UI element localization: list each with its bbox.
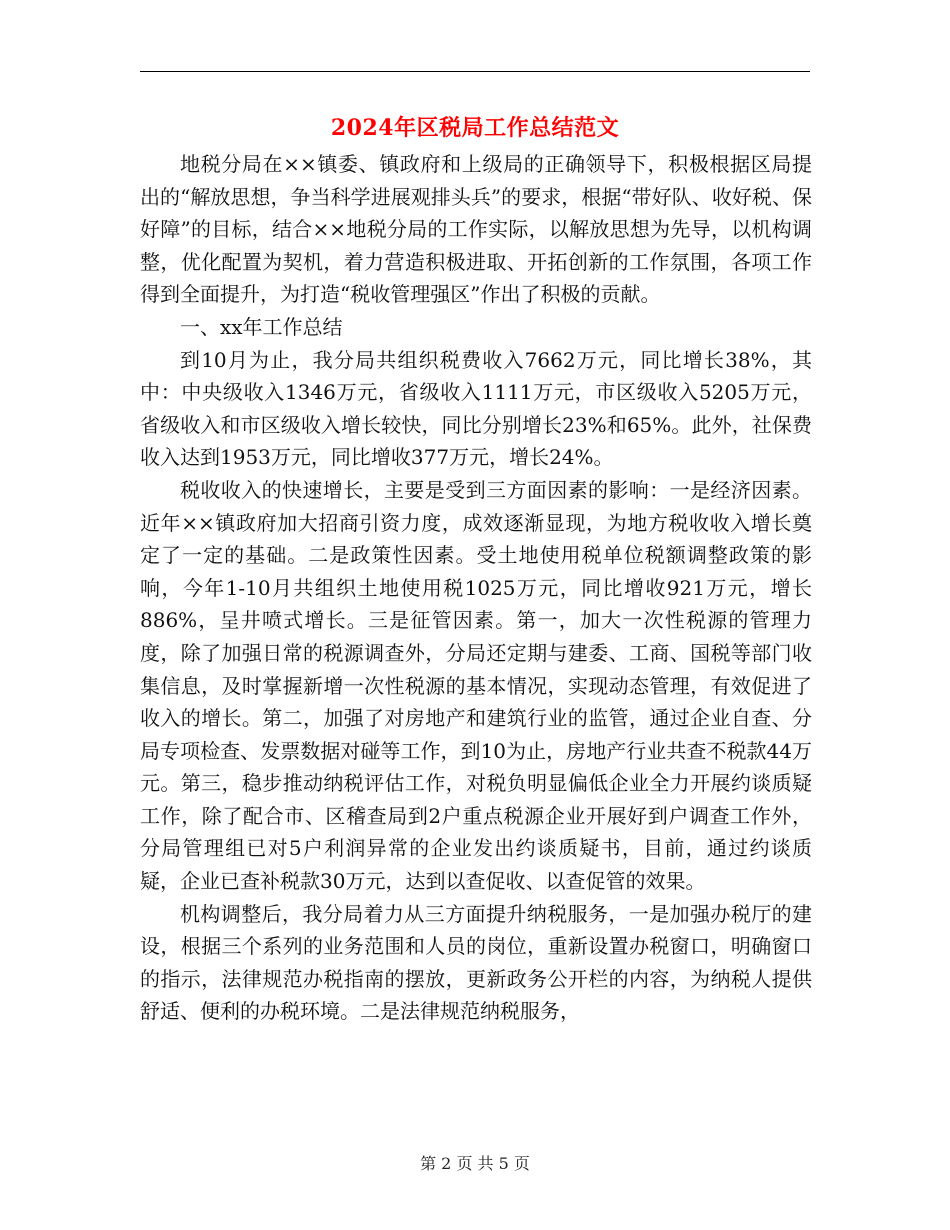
paragraph-service: 机构调整后，我分局着力从三方面提升纳税服务，一是加强办税厅的建设，根据三个系列的业务范围和人员的岗位，重新设置办税窗口，明确窗口的指示，法律规范办税指南的摆放，更新政务公开栏的内容，为纳税人提供舒适、便利的办税环境。二是法律规范纳税服务， xyxy=(140,901,812,1024)
header-rule xyxy=(140,71,810,72)
page-footer: 第 2 页 共 5 页 xyxy=(420,1154,530,1173)
paragraph-intro: 地税分局在××镇委、镇政府和上级局的正确领导下，积极根据区局提出的“解放思想，争当科学进展观排头兵”的要求，根据“带好队、收好税、保好障”的目标，结合××地税分局的工作实际，以解放思想为先导，以机构调整，优化配置为契机，着力营造积极进取、开拓创新的工作氛围，各项工作得到全面提升，为打造“税收管理强区”作出了积极的贡献。 xyxy=(140,152,812,307)
section-heading: 一、xx年工作总结 xyxy=(180,314,343,339)
document-title: 2024年区税局工作总结范文 xyxy=(330,115,620,141)
paragraph-revenue: 到10月为止，我分局共组织税费收入7662万元，同比增长38%，其中：中央级收入1346万元，省级收入1111万元，市区级收入5205万元，省级收入和市区级收入增长较快，同比分别增长23%和65%。此外，社保费收入达到1953万元，同比增收377万元，增长24%。 xyxy=(140,347,812,470)
document-body xyxy=(140,148,812,1028)
paragraph-factors: 税收收入的快速增长，主要是受到三方面因素的影响：一是经济因素。近年××镇政府加大招商引资力度，成效逐渐显现，为地方税收收入增长奠定了一定的基础。二是政策性因素。受土地使用税单位税额调整政策的影响，今年1-10月共组织土地使用税1025万元，同比增收921万元，增长886%，呈井喷式增长。三是征管因素。第一，加大一次性税源的管理力度，除了加强日常的税源调查外，分局还定期与建委、工商、国税等部门收集信息，及时掌握新增一次性税源的基本情况，实现动态管理，有效促进了收入的增长。第二，加强了对房地产和建筑行业的监管，通过企业自查、分局专项检查、发票数据对碰等工作，到10为止，房地产行业共查不税款44万元。第三，稳步推动纳税评估工作，对税负明显偏低企业全力开展约谈质疑工作，除了配合市、区稽查局到2户重点税源企业开展好到户调查工作外，分局管理组已对5户利润异常的企业发出约谈质疑书，目前，通过约谈质疑，企业已查补税款30万元，达到以查促收、以查促管的效果。 xyxy=(140,477,812,894)
